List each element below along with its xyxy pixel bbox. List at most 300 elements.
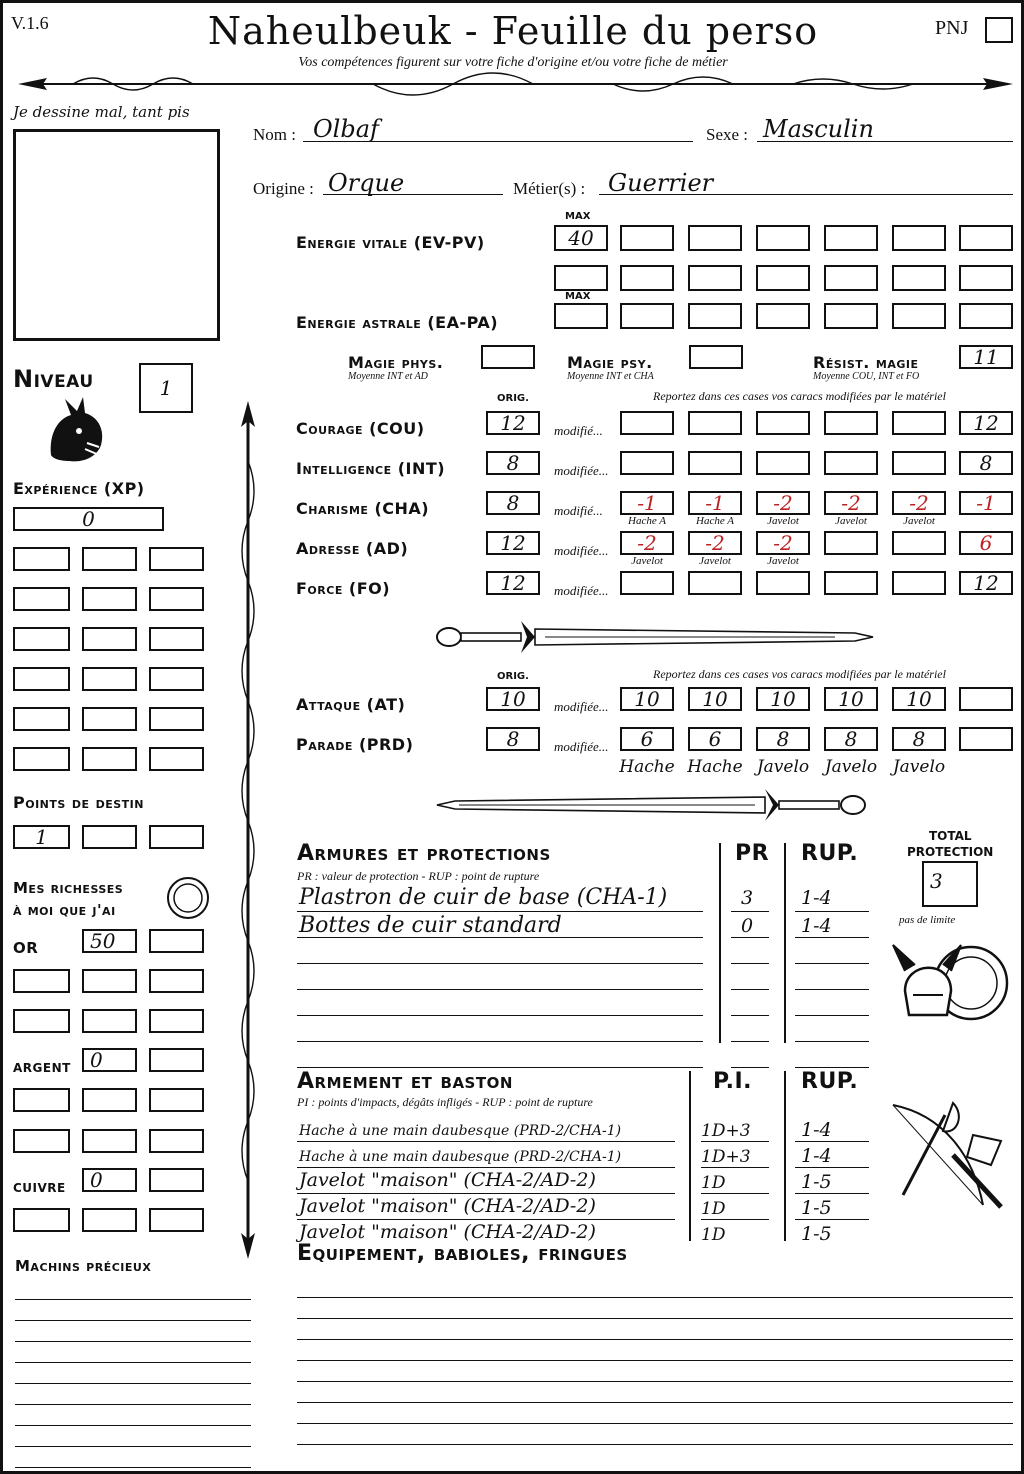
metier-value[interactable]: Guerrier [608,169,714,197]
xp-grid-box[interactable] [82,587,137,611]
sexe-value[interactable]: Masculin [763,115,874,143]
weapons-icon [883,1095,1013,1215]
argent-label: ARGENT [13,1061,71,1075]
stat-mod-box[interactable] [620,451,674,475]
weapon-rup-line [795,1219,869,1220]
weapon-pi[interactable]: 1D+3 [701,1147,751,1167]
stat-mod-box[interactable] [688,571,742,595]
stat-mod-box[interactable] [756,451,810,475]
weapons-pi-header: P.I. [713,1069,752,1094]
stat-orig-box-value: 12 [500,411,526,435]
weapons-legend: PI : points d'impacts, dégâts infligés - RUP : point de rupture [297,1095,593,1109]
xp-grid-box[interactable] [149,707,204,731]
armor-pr[interactable]: 3 [741,887,754,909]
stat-mod-box-value [758,573,808,593]
wealth-box[interactable] [149,1088,204,1112]
weapon-pi-line [701,1167,769,1168]
stat-orig-box[interactable] [486,571,540,595]
stat-mod-box-value [826,453,876,473]
stat-mod-box[interactable] [959,531,1013,555]
helmet-shield-icon [891,931,1011,1031]
destin-box-2[interactable] [82,825,137,849]
ev-max-box[interactable] [554,225,608,251]
sword-icon [435,615,875,659]
destin-label: Points de destin [13,793,144,812]
stat-mod-box[interactable] [824,531,878,555]
stat-mod-box-value: 12 [973,571,999,595]
armor-rup-line [795,937,869,938]
armor-rup-line [795,911,869,912]
stat-mod-box[interactable] [756,531,810,555]
stat-mod-box[interactable] [892,491,946,515]
argent-box-2[interactable] [149,1048,204,1072]
prd-mod-box[interactable] [620,727,674,751]
ea-max-box[interactable] [554,303,608,329]
argent-value: 0 [90,1048,103,1072]
stat-mod-box-value [690,453,740,473]
resist-magie-sub: Moyenne COU, INT et FO [813,371,920,382]
stat-orig-box-value: 12 [500,571,526,595]
stat-mod-box[interactable] [824,491,878,515]
magie-psy-label: Magie psy. [567,353,653,372]
prd-mod-box-value [961,729,1011,749]
stat-mod-box[interactable] [892,531,946,555]
origine-value[interactable]: Orque [328,169,405,197]
ev-box[interactable] [688,225,742,251]
resist-magie-label: Résist. magie [813,353,919,372]
stat-mod-box[interactable] [688,411,742,435]
cuivre-value: 0 [90,1168,103,1192]
niveau-value: 1 [159,376,173,400]
armor-title: Armures et protections [297,841,551,866]
armor-line [297,1041,703,1042]
prd-mod-box[interactable] [688,727,742,751]
total-label-1: TOTAL [929,829,972,843]
ea-box[interactable] [892,303,946,329]
weapon-rup[interactable]: 1-4 [801,1145,832,1167]
armor-name[interactable]: Plastron de cuir de base (CHA-1) [299,885,668,910]
equipment-line[interactable] [297,1444,1013,1445]
ev-box[interactable] [959,225,1013,251]
xp-grid-box[interactable] [149,667,204,691]
version-label: V.1.6 [11,13,49,33]
stat-mod-box[interactable] [959,491,1013,515]
xp-grid-box[interactable] [149,587,204,611]
stat-mod-box[interactable] [959,571,1013,595]
stat-mod-box[interactable] [620,571,674,595]
total-label-2: PROTECTION [907,845,994,859]
stat-mod-box-value: -2 [841,491,861,515]
stat-mod-box-value [758,453,808,473]
stat-mod-box[interactable] [959,411,1013,435]
machins-line[interactable] [15,1467,251,1468]
xp-value: 0 [82,507,95,531]
magie-phys-box[interactable] [481,345,535,369]
ea-box[interactable] [959,303,1013,329]
stat-mod-box-value: -1 [637,491,657,515]
wealth-box[interactable] [13,1088,70,1112]
ev-box[interactable] [554,265,608,291]
weapon-rup-line [795,1167,869,1168]
stat-modifie: modifié... [554,423,603,438]
cuivre-box[interactable] [82,1168,137,1192]
stat-mod-box[interactable] [892,451,946,475]
stat-mod-box[interactable] [824,571,878,595]
equipment-line[interactable] [297,1318,1013,1319]
at-mod-box-value: 10 [634,687,660,711]
stat-mod-box-value: 6 [979,531,993,555]
armor-rup[interactable]: 1-4 [801,887,832,909]
stat-note: Javelot [767,555,799,567]
resist-magie-box[interactable] [959,345,1013,369]
combat-orig-label: ORIG. [497,671,529,682]
armor-legend: PR : valeur de protection - RUP : point de rupture [297,869,540,883]
wealth-box[interactable] [149,1208,204,1232]
machins-line[interactable] [15,1299,251,1300]
ev-box[interactable] [892,225,946,251]
origine-label: Origine : [253,179,314,198]
prd-label: Parade (PRD) [296,735,414,754]
richesses-label-2: à moi que j'ai [13,901,116,919]
machins-line[interactable] [15,1320,251,1321]
armor-rup-line [795,1041,869,1042]
armor-line [297,1067,703,1068]
armor-line [297,963,703,964]
xp-grid-box[interactable] [82,667,137,691]
magie-phys-label: Magie phys. [348,353,444,372]
weapon-rup[interactable]: 1-4 [801,1119,832,1141]
weapon-line [297,1167,675,1168]
ev-box[interactable] [620,225,674,251]
combat-report-note: Reportez dans ces cases vos caracs modifiées par le matériel [653,667,946,681]
stat-mod-box[interactable] [688,531,742,555]
prd-modifiee: modifiée... [554,739,609,754]
wealth-box[interactable] [149,1129,204,1153]
stat-orig-box[interactable] [486,491,540,515]
stat-mod-box-value [826,413,876,433]
wealth-box[interactable] [13,1129,70,1153]
nom-value[interactable]: Olbaf [313,115,379,143]
equipment-line[interactable] [297,1423,1013,1424]
xp-grid-box[interactable] [13,707,70,731]
ev-max-value: 40 [568,226,594,250]
machins-line[interactable] [15,1362,251,1363]
xp-grid-box[interactable] [82,747,137,771]
stat-note: Javelot [903,515,935,527]
weapons-title: Armement et baston [297,1069,513,1094]
weapon-pi[interactable]: 1D [701,1225,726,1245]
magie-psy-box[interactable] [689,345,743,369]
argent-box[interactable] [82,1048,137,1072]
stat-label: Courage (COU) [296,419,425,438]
stat-mod-box[interactable] [824,451,878,475]
at-mod-box-value [961,689,1011,709]
stat-mod-box[interactable] [892,571,946,595]
at-mod-box[interactable] [824,687,878,711]
ea-box[interactable] [824,303,878,329]
stat-label: Charisme (CHA) [296,499,430,518]
stat-orig-box[interactable] [486,411,540,435]
machins-line[interactable] [15,1425,251,1426]
equipment-title: Equipement, babioles, fringues [297,1241,628,1266]
wealth-box[interactable] [82,1129,137,1153]
weapon-name[interactable]: Javelot "maison" (CHA-2/AD-2) [299,1195,596,1217]
stat-modifie: modifiée... [554,583,609,598]
armor-rup-line [795,989,869,990]
sheet-subtitle: Vos compétences figurent sur votre fiche d'origine et/ou votre fiche de métier [298,55,728,70]
xp-grid-box[interactable] [149,747,204,771]
xp-grid-box[interactable] [13,667,70,691]
stat-orig-box-value: 12 [500,531,526,555]
stat-mod-box[interactable] [756,411,810,435]
or-box[interactable] [82,929,137,953]
stat-mod-box[interactable] [688,491,742,515]
stat-mod-box-value [826,573,876,593]
stat-label: Force (FO) [296,579,391,598]
metier-label: Métier(s) : [513,179,586,198]
weapon-rup[interactable]: 1-5 [801,1197,832,1219]
ev-box[interactable] [824,225,878,251]
stats-report-note: Reportez dans ces cases vos caracs modifiées par le matériel [653,389,946,403]
combat-weapon-name: Javelo [824,757,878,777]
prd-mod-box[interactable] [756,727,810,751]
stat-mod-box-value: -2 [637,531,657,555]
at-mod-box[interactable] [892,687,946,711]
equipment-line[interactable] [297,1339,1013,1340]
stat-modifie: modifié... [554,503,603,518]
prd-mod-box-value: 6 [708,727,722,751]
xp-label: Expérience (XP) [13,479,145,498]
prd-orig-box[interactable] [486,727,540,751]
spear-divider-icon [13,69,1017,99]
stat-mod-box-value: -1 [705,491,725,515]
weapons-rup-header: RUP. [801,1069,859,1094]
stat-mod-box-value: -2 [773,491,793,515]
ev-box[interactable] [756,225,810,251]
or-value: 50 [90,929,116,953]
stat-mod-box-value [894,413,944,433]
xp-grid-box[interactable] [149,547,204,571]
xp-grid-box[interactable] [82,627,137,651]
prd-orig-value: 8 [506,727,520,751]
wealth-box[interactable] [149,1009,204,1033]
stat-note: Javelot [767,515,799,527]
stat-orig-box[interactable] [486,531,540,555]
at-mod-box[interactable] [959,687,1013,711]
equipment-line[interactable] [297,1360,1013,1361]
xp-grid-box[interactable] [13,627,70,651]
armor-line [297,911,703,912]
weapon-pi[interactable]: 1D+3 [701,1121,751,1141]
weapon-rup-line [795,1193,869,1194]
stat-orig-box-value: 8 [506,451,520,475]
magie-psy-sub: Moyenne INT et CHA [567,371,654,382]
destin-box-1[interactable] [13,825,70,849]
ev-box[interactable] [620,265,674,291]
xp-grid-box[interactable] [82,707,137,731]
prd-mod-box-value: 8 [776,727,790,751]
at-mod-box[interactable] [620,687,674,711]
wealth-box[interactable] [13,969,70,993]
at-label: Attaque (AT) [296,695,406,714]
niveau-label: Niveau [13,365,94,393]
ev-box[interactable] [756,265,810,291]
prd-mod-box-value: 8 [844,727,858,751]
xp-grid-box[interactable] [13,747,70,771]
sword-icon-2 [435,783,875,827]
weapon-name[interactable]: Javelot "maison" (CHA-2/AD-2) [299,1221,596,1243]
ea-box[interactable] [688,303,742,329]
combat-weapon-name: Hache [687,757,743,777]
stat-mod-box[interactable] [959,451,1013,475]
machins-line[interactable] [15,1446,251,1447]
wealth-box[interactable] [82,1208,137,1232]
ev-box[interactable] [959,265,1013,291]
stat-mod-box[interactable] [756,571,810,595]
total-protection-box[interactable] [922,861,978,907]
wealth-box[interactable] [82,1088,137,1112]
stat-mod-box[interactable] [824,411,878,435]
xp-grid-box[interactable] [13,587,70,611]
stats-orig-label: ORIG. [497,393,529,404]
at-mod-box[interactable] [756,687,810,711]
stat-modifie: modifiée... [554,463,609,478]
armor-pr-line [731,1041,769,1042]
wealth-box[interactable] [13,1009,70,1033]
total-protection-value: 3 [930,869,943,893]
xp-grid-box[interactable] [82,547,137,571]
weapon-name[interactable]: Hache à une main daubesque (PRD-2/CHA-1) [299,1149,622,1165]
wealth-box[interactable] [149,969,204,993]
stat-mod-box-value [622,573,672,593]
prd-mod-box[interactable] [959,727,1013,751]
weapon-name[interactable]: Hache à une main daubesque (PRD-2/CHA-1) [299,1123,622,1139]
pnj-checkbox[interactable] [985,17,1013,43]
stat-mod-box[interactable] [688,451,742,475]
stat-mod-box-value: -1 [976,491,996,515]
wealth-box[interactable] [13,1208,70,1232]
weapon-pi-line [701,1193,769,1194]
stat-mod-box-value: 12 [973,411,999,435]
weapon-pi[interactable]: 1D [701,1173,726,1193]
stat-mod-box-value [622,453,672,473]
ev-box[interactable] [688,265,742,291]
stat-label: Adresse (AD) [296,539,409,558]
weapon-line [297,1193,675,1194]
at-orig-box[interactable] [486,687,540,711]
at-mod-box-value: 10 [702,687,728,711]
stat-note: Javelot [835,515,867,527]
or-label: OR [13,939,39,957]
weapon-name[interactable]: Javelot "maison" (CHA-2/AD-2) [299,1169,596,1191]
wealth-box[interactable] [82,1009,137,1033]
wealth-box[interactable] [82,969,137,993]
ea-box[interactable] [620,303,674,329]
machins-line[interactable] [15,1341,251,1342]
xp-grid-box[interactable] [149,627,204,651]
prd-mod-box[interactable] [892,727,946,751]
stat-mod-box-value: -2 [705,531,725,555]
coin-icon [165,875,211,921]
ev-box[interactable] [892,265,946,291]
stat-mod-box[interactable] [892,411,946,435]
stat-mod-box-value [622,413,672,433]
cuivre-box-2[interactable] [149,1168,204,1192]
stat-mod-box-value [894,533,944,553]
stat-mod-box[interactable] [756,491,810,515]
armor-rup[interactable]: 1-4 [801,915,832,937]
sheet-title: Naheulbeuk - Feuille du perso [207,9,819,53]
at-mod-box[interactable] [688,687,742,711]
ev-box[interactable] [824,265,878,291]
armor-rup-line [795,1067,869,1068]
portrait-box[interactable] [13,129,220,341]
weapon-pi[interactable]: 1D [701,1199,726,1219]
stat-mod-box-value [894,573,944,593]
destin-box-3[interactable] [149,825,204,849]
weapon-pi-line [701,1141,769,1142]
stat-note: Javelot [699,555,731,567]
stat-mod-box[interactable] [620,531,674,555]
armor-pr[interactable]: 0 [741,915,754,937]
resist-magie-value: 11 [973,345,999,369]
stat-modifie: modifiée... [554,543,609,558]
armor-pr-header: PR [735,841,770,866]
machins-line[interactable] [15,1404,251,1405]
ea-box[interactable] [756,303,810,329]
stat-note: Javelot [631,555,663,567]
stat-note: Hache A [628,515,666,527]
stat-mod-box-value [826,533,876,553]
no-limit-label: pas de limite [899,914,956,926]
stat-mod-box[interactable] [620,411,674,435]
stat-mod-box[interactable] [620,491,674,515]
or-box-2[interactable] [149,929,204,953]
armor-line [297,989,703,990]
cuivre-label: CUIVRE [13,1181,66,1195]
armor-rup-line [795,963,869,964]
prd-mod-box-value: 6 [640,727,654,751]
weapon-line [297,1219,675,1220]
stat-mod-box-value: -2 [773,531,793,555]
dragon-icon [43,395,109,467]
nom-label: Nom : [253,125,296,144]
machins-line[interactable] [15,1383,251,1384]
armor-name[interactable]: Bottes de cuir standard [299,913,562,938]
equipment-line[interactable] [297,1402,1013,1403]
stat-label: Intelligence (INT) [296,459,446,478]
stat-mod-box-value: 8 [979,451,993,475]
sexe-label: Sexe : [706,125,749,144]
combat-weapon-name: Hache [619,757,675,777]
weapon-rup-line [795,1141,869,1142]
equipment-line[interactable] [297,1381,1013,1382]
ea-max-label: MAX [565,291,591,302]
stat-orig-box[interactable] [486,451,540,475]
prd-mod-box[interactable] [824,727,878,751]
armor-pr-line [731,989,769,990]
niveau-box[interactable] [139,363,193,413]
at-mod-box-value: 10 [838,687,864,711]
weapon-rup[interactable]: 1-5 [801,1223,832,1245]
xp-grid-box[interactable] [13,547,70,571]
spear-vertical-icon [231,401,265,1259]
xp-box[interactable] [13,507,164,531]
armor-line [297,1015,703,1016]
equipment-line[interactable] [297,1297,1013,1298]
weapon-rup[interactable]: 1-5 [801,1171,832,1193]
magie-phys-sub: Moyenne INT et AD [348,371,428,382]
